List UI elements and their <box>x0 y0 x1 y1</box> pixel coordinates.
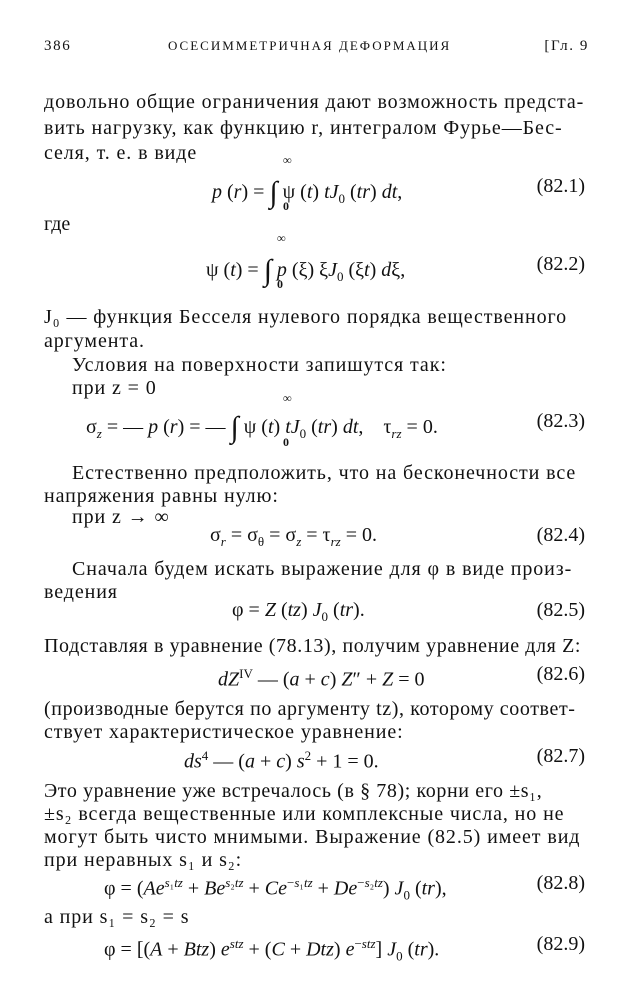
equation-number: (82.3) <box>536 410 585 432</box>
text-line: напряжения равны нулю: <box>44 485 279 507</box>
text-line: а при s₁ = s₂ = s <box>44 906 190 928</box>
text-line: Условия на поверхности запишутся так: <box>72 354 447 376</box>
equation-number: (82.7) <box>536 745 585 767</box>
equation-82-1: p (r) = ∫ ψ (t) $tJ_0$ (tr) dt, <box>212 176 403 209</box>
equation-82-6: $dZ^{IV}$ — (a + c) Z″ + Z = 0 <box>218 666 425 691</box>
text-line: ведения <box>44 581 118 603</box>
integral-upper-limit: ∞ <box>277 231 286 245</box>
text-line: Сначала будем искать выражение для φ в виде произ- <box>72 558 573 580</box>
integral-upper-limit: ∞ <box>283 391 292 405</box>
equation-number: (82.4) <box>536 524 585 546</box>
equation-82-5: φ = Z (tz) $J_0$ (tr). <box>232 599 365 624</box>
equation-82-8: $\varphi = (Ae^{s_1tz} + Be^{s_2tz} + Ce^{-s_1tz} + De^{-s_2tz})$ $J_0$ (tr), <box>104 875 447 903</box>
text-line: при z → ∞ <box>72 506 170 528</box>
text-line: J₀ — функция Бесселя нулевого порядка вещественного <box>44 306 568 328</box>
text-line: Естественно предположить, что на бесконечности все <box>72 462 577 484</box>
integral-lower-limit: 0 <box>283 435 289 449</box>
chapter-label: [Гл. 9 <box>544 38 589 54</box>
equation-number: (82.8) <box>536 872 585 894</box>
text-line: (производные берутся по аргументу tz), которому соответ- <box>44 698 576 720</box>
page-number: 386 <box>44 38 72 54</box>
running-title: ОСЕСИММЕТРИЧНАЯ ДЕФОРМАЦИЯ <box>168 38 452 53</box>
text-line: довольно общие ограничения дают возможность предста- <box>44 91 585 113</box>
integral-lower-limit: 0 <box>277 277 283 291</box>
equation-number: (82.9) <box>536 933 585 955</box>
text-line: ±s₂ всегда вещественные или комплексные числа, но не <box>44 803 565 825</box>
text-line: аргумента. <box>44 330 145 352</box>
equation-number: (82.2) <box>536 253 585 275</box>
text-line: Это уравнение уже встречалось (в § 78); корни его ±s₁, <box>44 780 543 802</box>
equation-82-4: $\sigma_r = \sigma_\theta = \sigma_z = \tau_{rz} = 0$. <box>210 524 377 549</box>
equation-82-7: $ds^4$ — (a + c) $s^2 + 1 = 0$. <box>184 748 379 773</box>
equation-82-9: φ = [(A + Btz) $e^{stz} + (C + Dtz)$ $e^{-stz}$] $J_0$ (tr). <box>104 936 440 964</box>
text-line: где <box>44 213 71 235</box>
text-line: вить нагрузку, как функцию r, интегралом Фурье—Бес- <box>44 117 563 139</box>
integral-upper-limit: ∞ <box>283 153 292 167</box>
text-line: ствует характеристическое уравнение: <box>44 721 404 743</box>
text-line: Подставляя в уравнение (78.13), получим уравнение для Z: <box>44 635 582 657</box>
equation-82-2: ψ (t) = ∫ p (ξ) $\xi J_0$ (ξt) dξ, <box>206 254 406 287</box>
text-line: при неравных s₁ и s₂: <box>44 849 243 871</box>
equation-number: (82.6) <box>536 663 585 685</box>
equation-number: (82.1) <box>536 175 585 197</box>
equation-number: (82.5) <box>536 599 585 621</box>
page-header <box>0 38 629 62</box>
equation-82-3: $\sigma_z$ = — p (r) = — ∫ ψ (t) $tJ_0$ (tr) dt, $\tau_{rz} = 0$. <box>86 411 438 444</box>
text-line: могут быть чисто мнимыми. Выражение (82.5) имеет вид <box>44 826 581 848</box>
text-line: при z = 0 <box>72 377 157 399</box>
text-line: селя, т. е. в виде <box>44 142 198 164</box>
integral-lower-limit: 0 <box>283 199 289 213</box>
